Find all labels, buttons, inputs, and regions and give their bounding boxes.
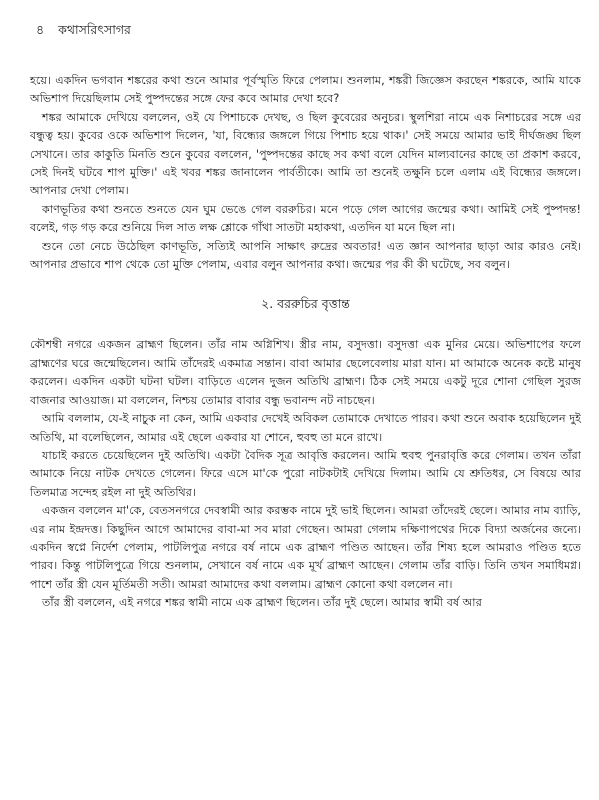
paragraph: আমি বললাম, যে-ই নাচুক না কেন, আমি একবার দেখেই অবিকল তোমাকে দেখাতে পারব। কথা শুনে অবাক হয়েছিলেন দুই অতিথি, মা বলেছিলেন, আমার এই ছেলে একবার যা শোনে, হুবহু তা মনে রাখে।	[30, 412, 581, 444]
section-title: ২. বররুচির বৃত্তান্ত	[261, 296, 350, 312]
paragraph: হয়ে। একদিন ভগবান শঙ্করের কথা শুনে আমার পূর্বস্মৃতি ফিরে পেলাম। শুনলাম, শঙ্করী জিজ্ঞেস করছেন শঙ্করকে, আমি যাকে অভিশাপ দিয়েছিলাম সেই পুষ্পদন্তের সঙ্গে ফের কবে আমার দেখা হবে?	[30, 74, 581, 106]
paragraph: যাচাই করতে চেয়েছিলেন দুই অতিথি। একটা বৈদিক সূত্র আবৃত্তি করলেন। আমি হুবহু পুনরাবৃত্তি করে গেলাম। তখন তাঁরা আমাকে নিয়ে নাটক দেখতে গেলেন। ফিরে এসে মা'কে পুরো নাটকটাই দেখিয়ে দিলাম। আমি যে শ্রুতিধর, সে বিষয়ে আর তিলমাত্র সন্দেহ রইল না দুই অতিথির।	[30, 448, 581, 499]
paragraph: কাণভূতির কথা শুনতে শুনতে যেন ঘুম ভেঙে গেল বররুচির। মনে পড়ে গেল আগের জন্মের কথা। আমিই সেই পুষ্পদন্ত! বলেই, গড় গড় করে শুনিয়ে দিল সাত লক্ষ শ্লোকে গাঁথা সাতটা মহাকথা, এতদিন যা মনে ছিল না।	[30, 202, 581, 235]
page-number: ৪	[36, 22, 45, 37]
running-header	[30, 22, 581, 42]
paragraph: শঙ্কর আমাকে দেখিয়ে বললেন, ওই যে পিশাচকে দেখছ, ও ছিল কুবেরের অনুচর। স্থুলশিরা নামে এক নিশাচরের সঙ্গে এর বন্ধুত্ব হয়। কুবের ওকে অভিশাপ দিলেন, 'যা, বিন্ধ্যের জঙ্গলে গিয়ে পিশাচ হয়ে থাক।' সেই সময়ে আমার ভাই দীর্ঘজঙ্ঘ ছিল সেখানে। তার কাকুতি মিনতি শুনে কুবের বললেন, 'পুষ্পদন্তের কাছে সব কথা বলে যেদিন মাল্যবানের কাছে তা প্রকাশ করবে, সেই দিনই ঘটবে শাপ মুক্তি।' এই খবর শঙ্কর জানালেন পার্বতীকে। আমি তা শুনেই তক্ষুনি চলে এলাম এই বিন্ধ্যের জঙ্গলে। আপনার দেখা পেলাম।	[30, 110, 581, 198]
paragraph: শুনে তো নেচে উঠেছিল কাণভূতি, সত্যিই আপনি সাক্ষাৎ রুদ্রের অবতার! এত জ্ঞান আপনার ছাড়া আর কারও নেই। আপনার প্রভাবে শাপ থেকে তো মুক্তি পেলাম, এবার বলুন আপনার কথা। জন্মের পর কী কী ঘটেছে, সব বলুন।	[30, 239, 581, 272]
paragraph: তাঁর স্ত্রী বললেন, এই নগরে শঙ্কর স্বামী নামে এক ব্রাহ্মণ ছিলেন। তাঁর দুই ছেলে। আমার স্বামী বর্ষ আর	[42, 596, 482, 610]
paragraph: একজন বললেন মা'কে, বেতসনগরে দেবস্বামী আর করম্ভক নামে দুই ভাই ছিলেন। আমরা তাঁদেরই ছেলে। আমার নাম ব্যাড়ি, এর নাম ইন্দ্রদত্ত। কিছুদিন আগে আমাদের বাবা-মা সব মারা গেছেন। আমরা গেলাম দক্ষিণাপথের দিকে বিদ্যা অর্জনের জন্যে। একদিন স্বপ্নে নির্দেশ পেলাম, পাটলিপুত্র নগরে বর্ষ নামে এক ব্রাহ্মণ পণ্ডিত আছেন। তাঁর শিষ্য হলে আমরাও পণ্ডিত হতে পারব। কিন্তু পাটলিপুত্রে গিয়ে শুনলাম, সেখানে বর্ষ নামে এক মূর্খ ব্রাহ্মণ আছেন। গেলাম তাঁর বাড়ি। তিনি তখন সমাধিমগ্ন। পাশে তাঁর স্ত্রী যেন মূর্তিমতী সতী। আমরা আমাদের কথা বললাম। ব্রাহ্মণ কোনো কথা বললেন না।	[30, 504, 581, 591]
running-title: কথাসরিৎসাগর	[58, 22, 131, 37]
paragraph: কৌশম্বী নগরে একজন ব্রাহ্মণ ছিলেন। তাঁর নাম অগ্নিশিখ। স্ত্রীর নাম, বসুদত্তা। বসুদত্তা এক মুনির মেয়ে। অভিশাপের ফলে ব্রাহ্মণের ঘরে জন্মেছিলেন। আমি তাঁদেরই একমাত্র সন্তান। বাবা আমার ছেলেবেলায় মারা যান। মা আমাকে অনেক কষ্টে মানুষ করলেন। একদিন একটা ঘটনা ঘটল। বাড়িতে এলেন দুজন অতিথি ব্রাহ্মণ। ঠিক সেই সময়ে একটু দূরে শোনা গেছিল সুরজ বাজনার আওয়াজ। মা বললেন, নিশ্চয় তোমার বাবার বন্ধু ভবানন্দ নট নাচছেন।	[30, 338, 581, 407]
